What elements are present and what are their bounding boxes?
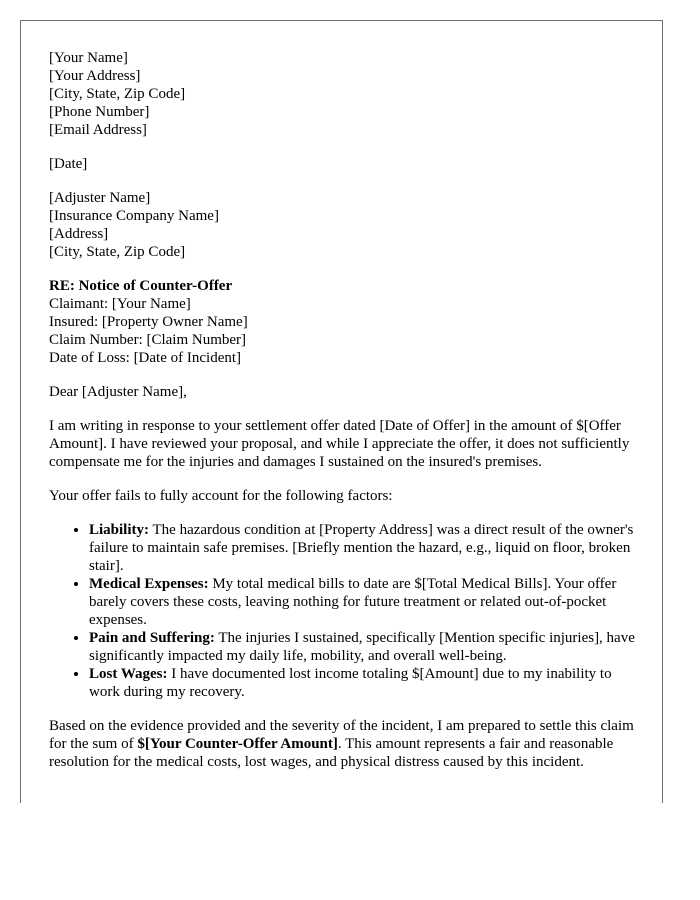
sender-city-state-zip: [City, State, Zip Code] bbox=[49, 86, 186, 102]
closing-paragraph bbox=[49, 717, 639, 771]
recipient-adjuster: [Adjuster Name] bbox=[49, 190, 151, 206]
letter-body bbox=[49, 49, 639, 787]
reference-insured: Insured: [Property Owner Name] bbox=[49, 314, 248, 330]
list-item bbox=[89, 665, 639, 701]
factor-label: Medical Expenses: bbox=[89, 576, 209, 592]
factor-text: The injuries I sustained, specifically [Mention specific injuries], have significantly impacted my daily life, mobility, and overall well-being. bbox=[89, 630, 635, 664]
letter-date: [Date] bbox=[49, 156, 88, 172]
recipient-company: [Insurance Company Name] bbox=[49, 208, 219, 224]
sender-address: [Your Address] bbox=[49, 68, 141, 84]
list-item bbox=[89, 521, 639, 575]
intro-paragraph: I am writing in response to your settlement offer dated [Date of Offer] in the amount of $[Offer Amount]. I have reviewed your proposal, and while I appreciate the offer, it does not sufficiently compensate me for the injuries and damages I sustained on the insured's premises. bbox=[49, 418, 630, 470]
recipient-block bbox=[49, 189, 639, 261]
factor-text: The hazardous condition at [Property Address] was a direct result of the owner's failure to maintain safe premises. [Briefly mention the hazard, e.g., liquid on floor, broken stair]. bbox=[89, 522, 634, 574]
factor-label: Liability: bbox=[89, 522, 150, 538]
reference-title: RE: Notice of Counter-Offer bbox=[49, 278, 233, 294]
reference-block bbox=[49, 277, 639, 367]
factor-label: Lost Wages: bbox=[89, 666, 168, 682]
reference-date-of-loss: Date of Loss: [Date of Incident] bbox=[49, 350, 242, 366]
list-item bbox=[89, 575, 639, 629]
sender-phone: [Phone Number] bbox=[49, 104, 150, 120]
closing-text-before: Based on the evidence provided and the severity of the incident, I am prepared to settle this claim for the sum of bbox=[49, 718, 634, 752]
reference-claim-number: Claim Number: [Claim Number] bbox=[49, 332, 247, 348]
date-block bbox=[49, 155, 639, 173]
factor-text: My total medical bills to date are $[Total Medical Bills]. Your offer barely covers these costs, leaving nothing for future treatment or related out-of-pocket expenses. bbox=[89, 576, 617, 628]
sender-block bbox=[49, 49, 639, 139]
factor-label: Pain and Suffering: bbox=[89, 630, 215, 646]
recipient-address: [Address] bbox=[49, 226, 109, 242]
counter-offer-amount: $[Your Counter-Offer Amount] bbox=[137, 736, 338, 752]
factors-list bbox=[49, 521, 639, 701]
factors-intro: Your offer fails to fully account for the following factors: bbox=[49, 488, 393, 504]
list-item bbox=[89, 629, 639, 665]
reference-claimant: Claimant: [Your Name] bbox=[49, 296, 191, 312]
letter-page bbox=[20, 20, 663, 803]
sender-name: [Your Name] bbox=[49, 50, 128, 66]
salutation: Dear [Adjuster Name], bbox=[49, 384, 187, 400]
closing-text-after: . This amount represents a fair and reasonable resolution for the medical costs, lost wages, and physical distress caused by this incident. bbox=[49, 736, 614, 770]
factor-text: I have documented lost income totaling $[Amount] due to my inability to work during my recovery. bbox=[89, 666, 612, 700]
sender-email: [Email Address] bbox=[49, 122, 147, 138]
recipient-city-state-zip: [City, State, Zip Code] bbox=[49, 244, 186, 260]
